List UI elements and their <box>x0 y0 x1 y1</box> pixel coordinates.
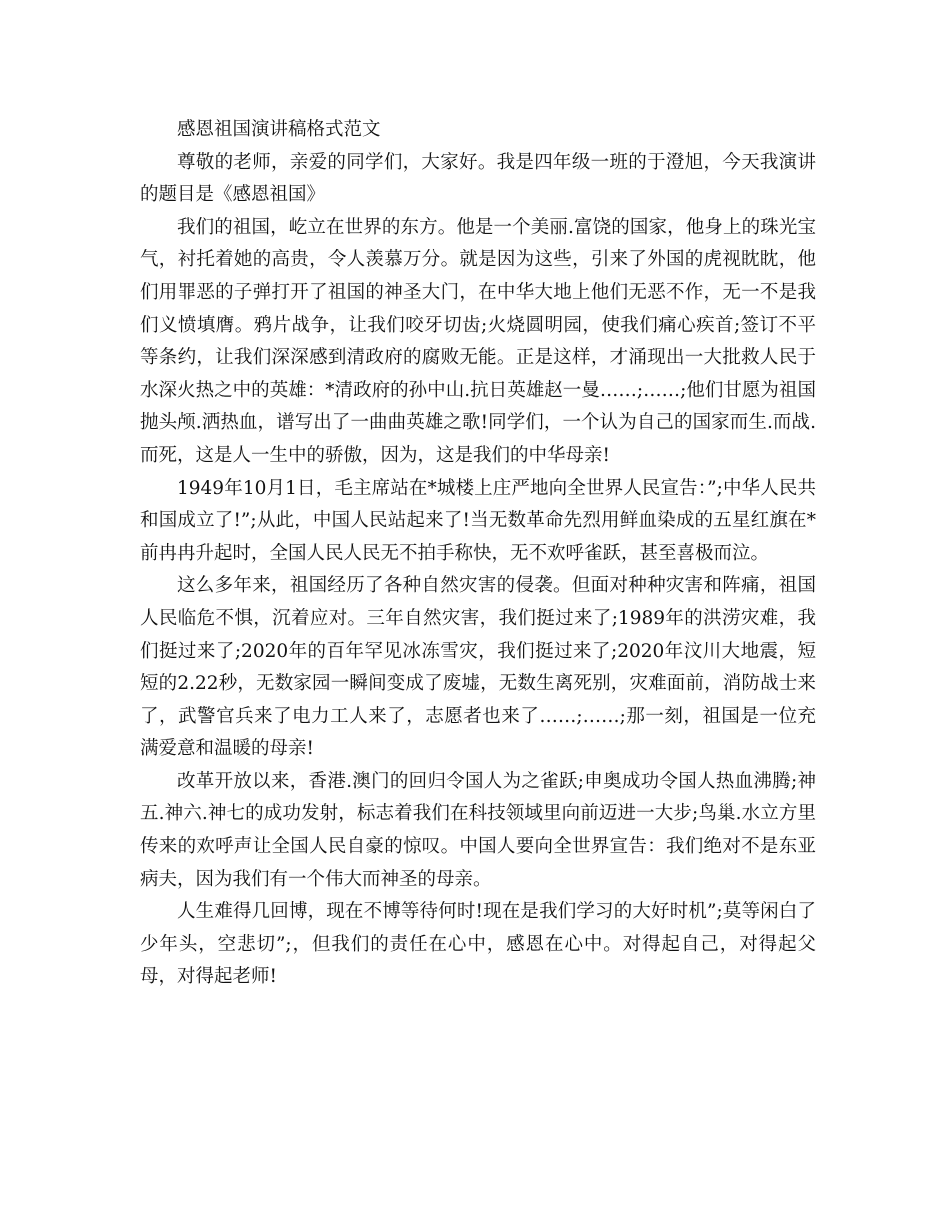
paragraph-greeting: 尊敬的老师，亲爱的同学们，大家好。我是四年级一班的于澄旭，今天我演讲的题目是《感恩祖国》 <box>140 151 816 206</box>
document-body <box>140 114 816 994</box>
paragraph-disasters: 这么多年来，祖国经历了各种自然灾害的侵袭。但面对种种灾害和阵痛，祖国人民临危不惧，沉着应对。三年自然灾害，我们挺过来了;1989年的洪涝灾难，我们挺过来了;2020年的百年罕见冰冻雪灾，我们挺过来了;2020年汶川大地震，短短的2.22秒，无数家园一瞬间变成了废墟，无数生离死别，灾难面前，消防战士来了，武警官兵来了电力工人来了，志愿者也来了……;……;那一刻，祖国是一位充满爱意和温暖的母亲! <box>140 575 816 760</box>
paragraph-founding: 1949年10月1日，毛主席站在*城楼上庄严地向全世界人民宣告：”;中华人民共和国成立了!”;从此，中国人民站起来了!当无数革命先烈用鲜血染成的五星红旗在*前冉冉升起时，全国人民人民无不拍手称快，无不欢呼雀跃，甚至喜极而泣。 <box>140 477 816 564</box>
document-title: 感恩祖国演讲稿格式范文 <box>177 119 381 140</box>
paragraph-closing: 人生难得几回博，现在不博等待何时!现在是我们学习的大好时机”;莫等闲白了少年头，空悲切”;，但我们的责任在心中，感恩在心中。对得起自己，对得起父母，对得起老师! <box>140 901 816 988</box>
paragraph-history: 我们的祖国，屹立在世界的东方。他是一个美丽.富饶的国家，他身上的珠光宝气，衬托着她的高贵，令人羡慕万分。就是因为这些，引来了外国的虎视眈眈，他们用罪恶的子弹打开了祖国的神圣大门，在中华大地上他们无恶不作，无一不是我们义愤填膺。鸦片战争，让我们咬牙切齿;火烧圆明园，使我们痛心疾首;签订不平等条约，让我们深深感到清政府的腐败无能。正是这样，才涌现出一大批救人民于水深火热之中的英雄：*清政府的孙中山.抗日英雄赵一曼……;……;他们甘愿为祖国抛头颅.洒热血，谱写出了一曲曲英雄之歌!同学们，一个认为自己的国家而生.而战.而死，这是人一生中的骄傲，因为，这是我们的中华母亲! <box>140 216 816 466</box>
paragraph-reform: 改革开放以来，香港.澳门的回归令国人为之雀跃;申奥成功令国人热血沸腾;神五.神六.神七的成功发射，标志着我们在科技领域里向前迈进一大步;鸟巢.水立方里传来的欢呼声让全国人民自豪的惊叹。中国人要向全世界宣告：我们绝对不是东亚病夫，因为我们有一个伟大而神圣的母亲。 <box>140 770 816 890</box>
